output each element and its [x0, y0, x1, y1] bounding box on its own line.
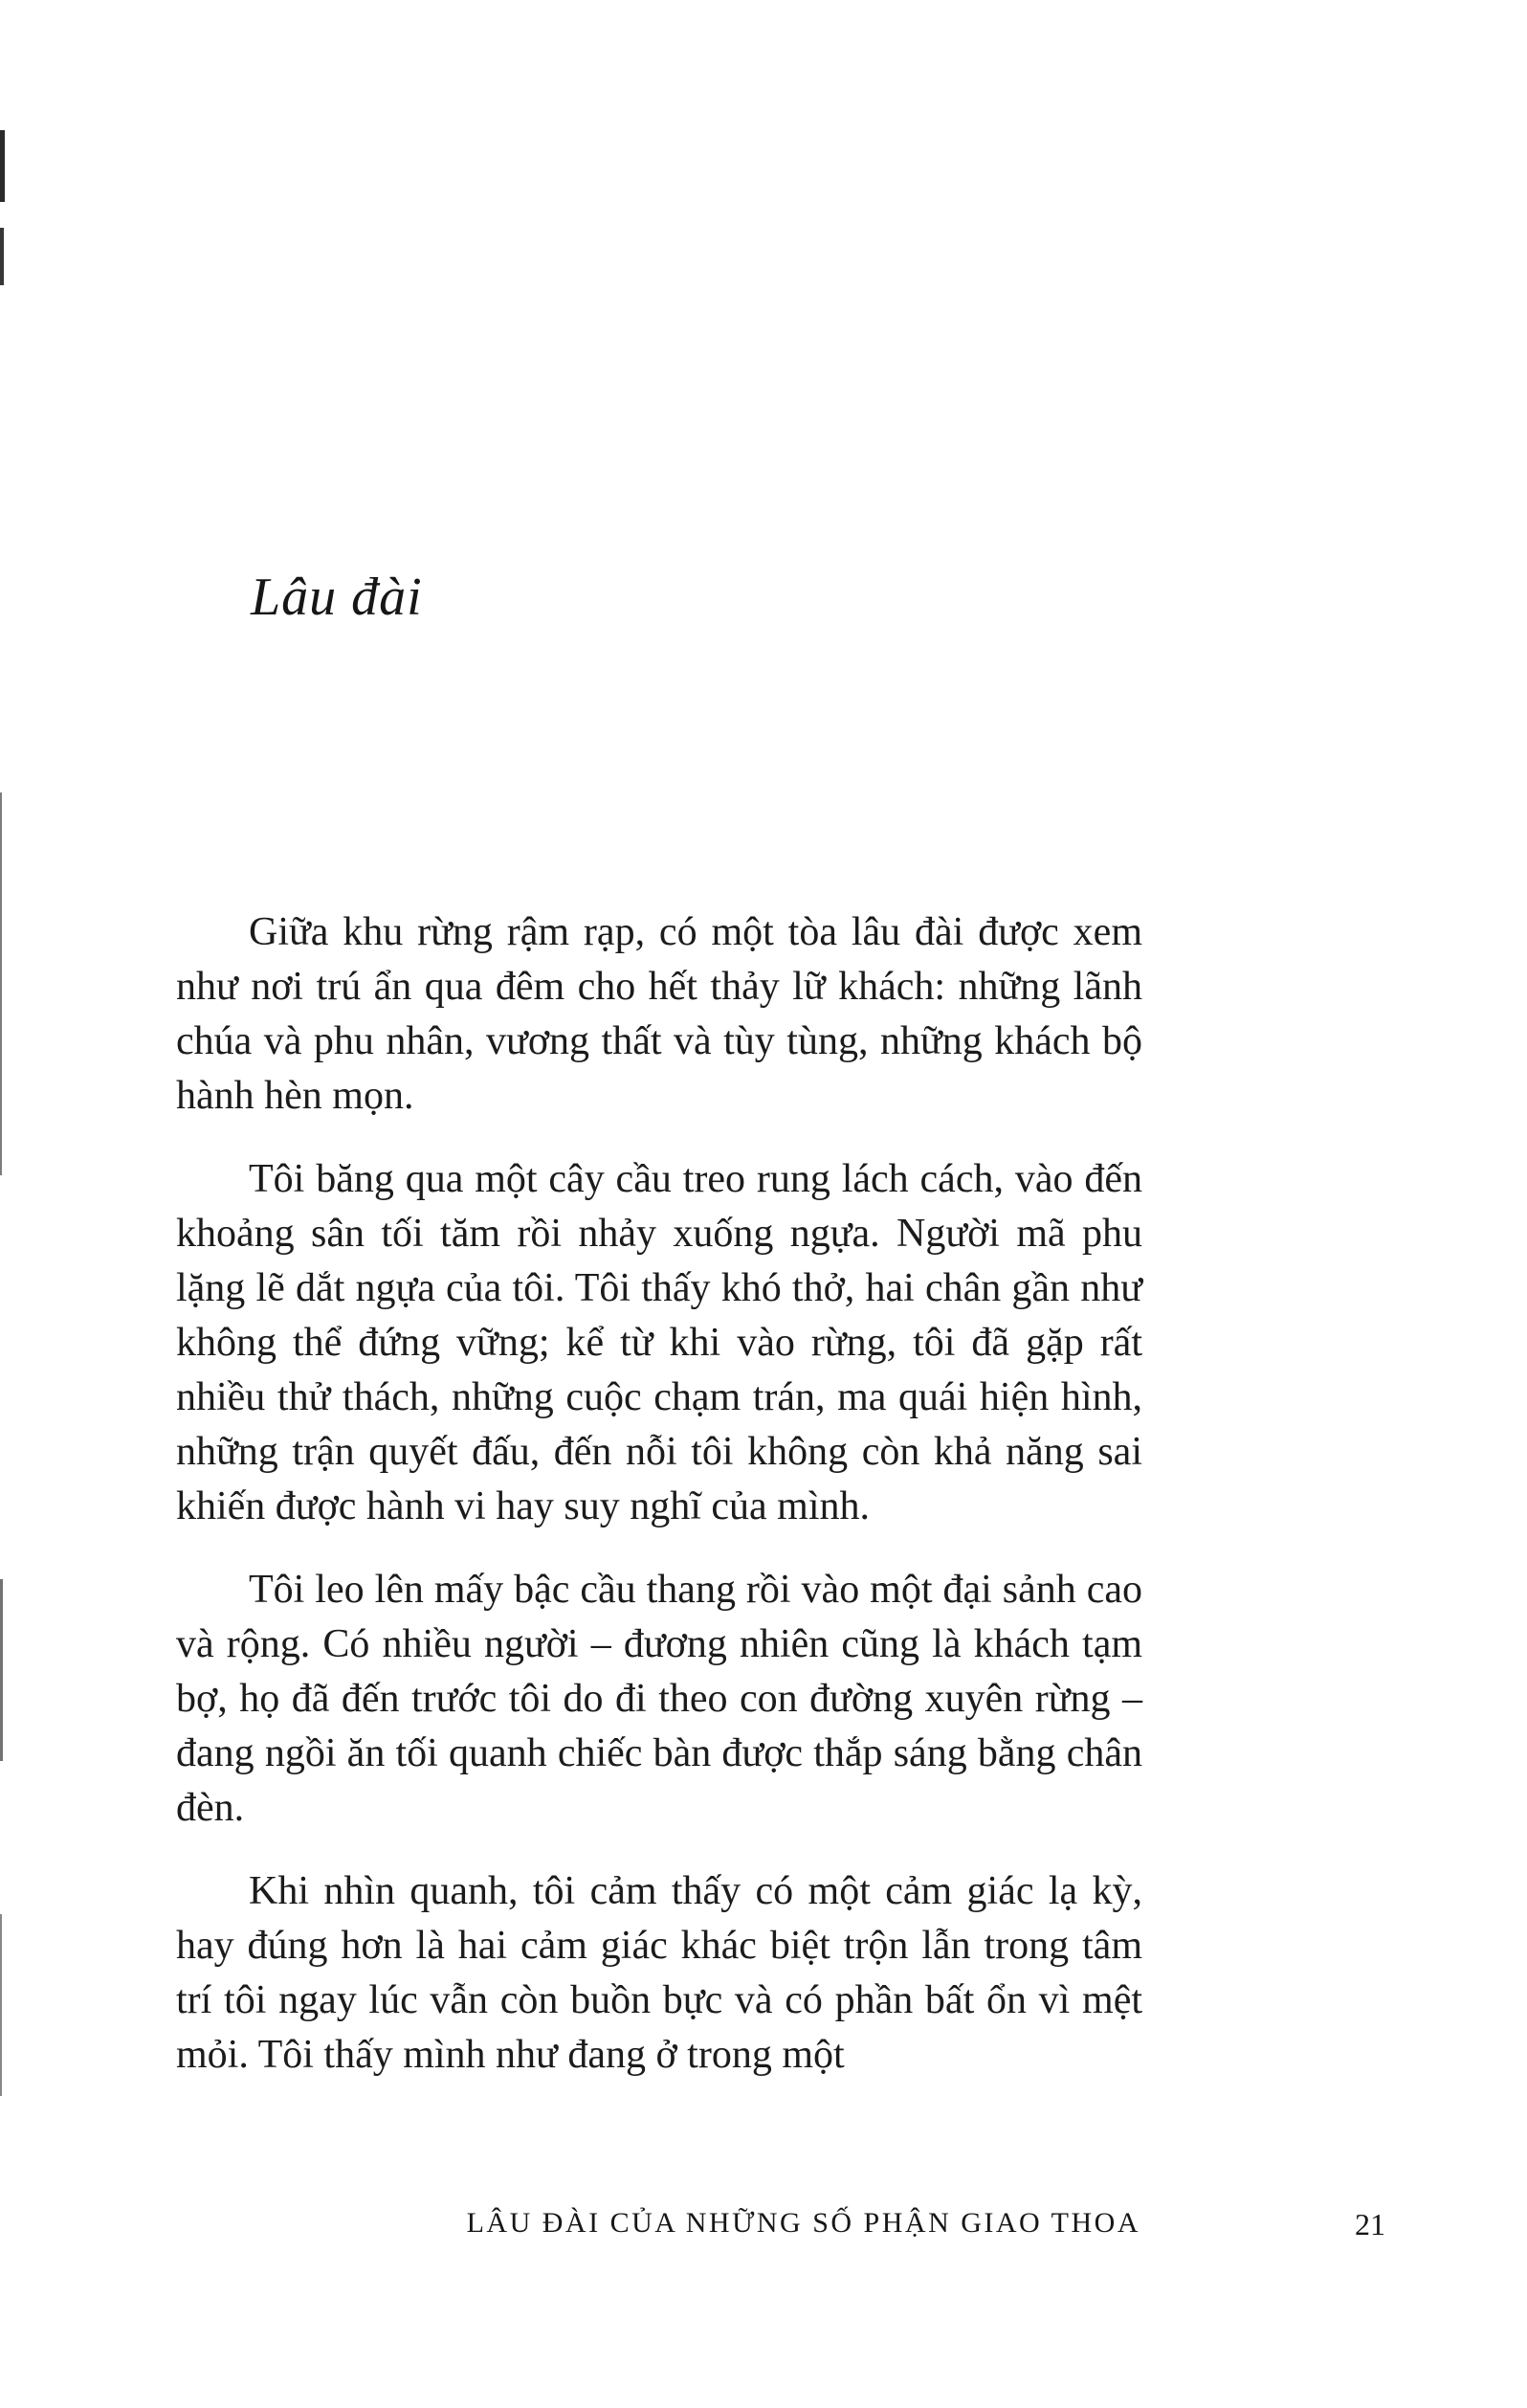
running-title: LÂU ĐÀI CỦA NHỮNG SỐ PHẬN GIAO THOA [466, 2207, 1140, 2239]
scan-artifact [0, 130, 5, 202]
page-number: 21 [1355, 2207, 1385, 2241]
paragraph: Khi nhìn quanh, tôi cảm thấy có một cảm giác lạ kỳ, hay đúng hơn là hai cảm giác khác biệt trộn lẫn trong tâm trí tôi ngay lúc vẫn còn buồn bực và có phần bất ổn vì mệt mỏi. Tôi thấy mình như đang ở trong một [176, 1869, 1142, 2077]
paragraph: Tôi băng qua một cây cầu treo rung lách cách, vào đến khoảng sân tối tăm rồi nhảy xuống ngựa. Người mã phu lặng lẽ dắt ngựa của tôi. Tôi thấy khó thở, hai chân gần như không thể đứng vững; kể từ khi vào rừng, tôi đã gặp rất nhiều thử thách, những cuộc chạm trán, ma quái hiện hình, những trận quyết đấu, đến nỗi tôi không còn khả năng sai khiến được hành vi hay suy nghĩ của mình. [176, 1157, 1142, 1528]
scan-artifact [0, 1914, 2, 2096]
scan-artifact [0, 1579, 3, 1761]
scan-artifact [0, 792, 2, 1175]
body-text [176, 905, 1142, 2111]
page-footer [0, 2207, 1527, 2255]
scan-artifact [0, 228, 4, 285]
paragraph: Giữa khu rừng rậm rạp, có một tòa lâu đài được xem như nơi trú ẩn qua đêm cho hết thảy lữ khách: những lãnh chúa và phu nhân, vương thất và tùy tùng, những khách bộ hành hèn mọn. [176, 910, 1142, 1118]
chapter-title: Lâu đài [251, 568, 423, 627]
paragraph: Tôi leo lên mấy bậc cầu thang rồi vào một đại sảnh cao và rộng. Có nhiều người – đương nhiên cũng là khách tạm bợ, họ đã đến trước tôi do đi theo con đường xuyên rừng – đang ngồi ăn tối quanh chiếc bàn được thắp sáng bằng chân đèn. [176, 1568, 1142, 1830]
